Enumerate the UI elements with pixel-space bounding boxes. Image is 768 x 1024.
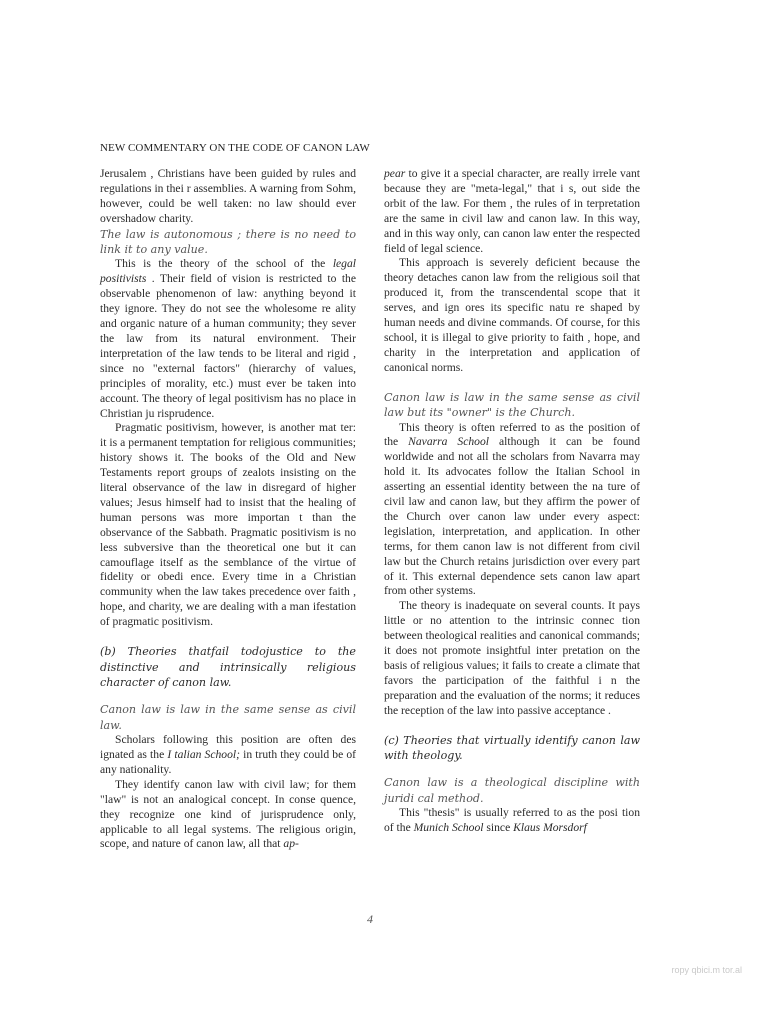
emphasis: pear [384, 167, 406, 180]
emphasis: ap- [283, 837, 299, 851]
section-heading: (b) Theories thatfail todojustice to the distinctive and intrinsically religious character of canon law. [100, 645, 356, 689]
subheading: The law is autonomous ; there is no need to link it to any value. [100, 227, 356, 257]
running-header: NEW COMMENTARY ON THE CODE OF CANON LAW [100, 142, 370, 154]
emphasis: I talian School; [167, 748, 240, 762]
section-heading: (c) Theories that virtually identify canon law with theology. [384, 733, 640, 763]
emphasis: Navarra School [408, 435, 489, 449]
paragraph: The theory is inadequate on several counts. It pays little or no attention to the intrinsic connec tion between theological realities and canonical commands; it does not promote insightful inter pretation on the basis of religious values; it fails to create a climate that favors the participation of the faithful i n the preparation and the evaluation of the norms; it reduces the reception of the law into passive acceptance . [384, 599, 640, 717]
paragraph: They identify canon law with civil law; for them "law" is not an analogical concept. In conse quence, they recognize one kind of jurisprudence only, applicable to all legal systems. The religious origin, scope, and nature of canon law, all that ap- [100, 777, 356, 851]
emphasis: Klaus Morsdorf [513, 821, 587, 835]
subheading: Canon law is law in the same sense as civil law but its "owner" is the Church. [384, 390, 640, 420]
paragraph: pear to give it a special character, are really irrele vant because they are "meta-legal," that i s, out side the orbit of the law. For them , the rules of in terpretation are the same in civil law and canon law. In this way, and in this way only, can canon law enter the respected field of legal science. [384, 167, 640, 255]
paragraph: Scholars following this position are often des ignated as the I talian School; in truth they could be of any nationality. [100, 733, 356, 776]
paragraph: This "thesis" is usually referred to as the posi tion of the Munich School since Klaus Morsdorf [384, 806, 640, 835]
paragraph: This approach is severely deficient because the theory detaches canon law from the religious soil that produced it, from the transcendental scope that it serves, and ign ores its specific natu re shaped by human needs and divine commands. Of course, for this school, it is illegal to give priority to faith , hope, and charity in the interpretation and application of canonical norms. [384, 256, 640, 374]
paragraph: This theory is often referred to as the position of the Navarra School although it can be found worldwide and not all the scholars from Navarra may hold it. Its advocates follow the Italian School in asserting an essential identity between the na ture of civil law and canon law, but they affirm the power of the Church over canon law under every aspect: legislation, interpretation, and application. In other terms, for them canon law is not different from civil law but the Church retains jurisdiction over every part of it. This external dependence sets canon law apart from other systems. [384, 420, 641, 598]
paragraph: Jerusalem , Christians have been guided by rules and regulations in thei r assemblies. A warning from Sohm, however, could be well taken: no law should ever overshadow charity. [100, 167, 356, 225]
subheading: Canon law is law in the same sense as civil law. [100, 703, 356, 732]
emphasis: Munich School [413, 821, 484, 835]
right-column [384, 167, 640, 836]
emphasis: legal positivists [100, 257, 356, 286]
paragraph: Pragmatic positivism, however, is another mat ter: it is a permanent temptation for religious communities; history shows it. The books of the Old and New Testaments report groups of zealots insisting on the literal observance of the law in disregard of higher values; Jesus himself had to insist that the healing of human persons was more importan t than the observance of the Sabbath. Pragmatic positivism is no less subversive than the theoretical one but it can camouflage itself as the semblance of the virtue of fidelity or obedi ence. Every time in a Christian community when the law takes precedence over faith , hope, and charity, we are dealing with a man ifestation of pragmatic positivism. [100, 421, 356, 629]
left-column [100, 167, 356, 852]
paragraph: This is the theory of the school of the legal positivists . Their field of vision is restricted to the observable phenomenon of law: anything beyond it they ignore. They do not see the wholesome re ality and organic nature of a human community; they sever the law from its natural environment. Their interpretation of the law tends to be literal and rigid , since no "external factors" (hierarchy of values, principles of morality, etc.) must ever be taken into account. The theory of legal positivism has no place in Christian ju risprudence. [100, 257, 356, 420]
page-number: 4 [367, 912, 373, 926]
subheading: Canon law is a theological discipline with juridi cal method. [384, 776, 640, 805]
watermark: ropy qbici.m tor.al [671, 965, 742, 975]
